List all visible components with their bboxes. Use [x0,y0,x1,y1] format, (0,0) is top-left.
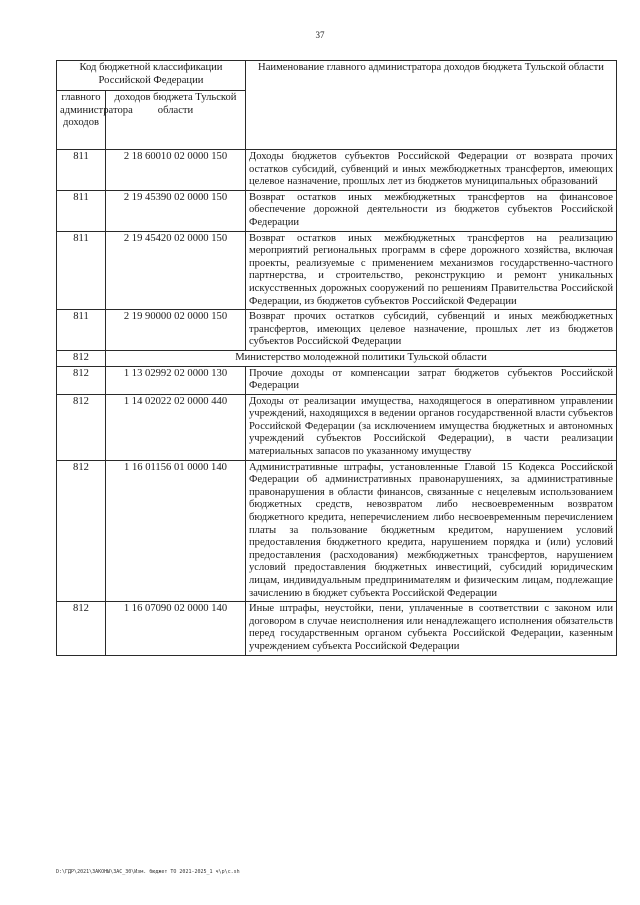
table-row [57,460,617,602]
admin-code-cell: 811 [57,231,106,310]
revenue-code-cell: 1 16 01156 01 0000 140 [106,460,246,602]
revenue-code-cell: 1 16 07090 02 0000 140 [106,602,246,655]
revenue-code-cell: 1 13 02992 02 0000 130 [106,366,246,394]
section-row [57,350,617,366]
revenue-code-cell: 2 19 90000 02 0000 150 [106,310,246,351]
header-budget-revenue: доходов бюджета Тульской области [106,91,246,150]
admin-code-cell: 811 [57,310,106,351]
revenue-name-cell: Возврат прочих остатков субсидий, субвенций и иных межбюджетных трансфертов, имеющих целевое назначение, прошлых лет из бюджетов субъектов Российской Федерации [246,310,617,351]
file-path-footer: D:\ГДР\2021\ЗАКОНЫ\ЗАС_30\Изм. бюджет ТО 2021-2025_1 ч\р\с.sh [56,869,240,875]
revenue-name-cell: Иные штрафы, неустойки, пени, уплаченные в соответствии с законом или договором в случае неисполнения или ненадлежащего исполнения обязательств перед государственным органом субъекта Российской Федерации, казенным учреждением субъекта Российской Федерации [246,602,617,655]
table-row [57,190,617,231]
table-row [57,602,617,655]
header-code-group: Код бюджетной классификации Российской Федерации [57,61,246,91]
admin-code-cell: 812 [57,366,106,394]
table-row [57,150,617,191]
revenue-name-cell: Доходы бюджетов субъектов Российской Федерации от возврата прочих остатков субсидий, субвенций и иных межбюджетных трансфертов, имеющих целевое назначение, прошлых лет из бюджетов муниципальных образований [246,150,617,191]
admin-code-cell: 812 [57,350,106,366]
table-row [57,310,617,351]
revenue-name-cell: Доходы от реализации имущества, находящегося в оперативном управлении учреждений, находящихся в ведении органов государственной власти субъектов Российской Федерации (за исключением имущества бюджетных и автономных учреждений субъектов Российской Федерации), в части реализации материальных запасов по указанному имуществу [246,394,617,460]
page-number: 37 [315,30,325,40]
header-admin-name: Наименование главного администратора доходов бюджета Тульской области [246,61,617,150]
admin-code-cell: 812 [57,394,106,460]
revenue-name-cell: Возврат остатков иных межбюджетных трансфертов на реализацию мероприятий региональных программ в сфере дорожного хозяйства, включая проекты, реализуемые с применением механизмов государственно-частного партнерства, и строительство, реконструкцию и ремонт уникальных искусственных дорожных сооружений по решениям Правительства Российской Федерации, из бюджетов субъектов Российской Федерации [246,231,617,310]
revenue-code-cell: 2 18 60010 02 0000 150 [106,150,246,191]
admin-code-cell: 811 [57,150,106,191]
table-header-row [57,61,617,91]
table-row [57,366,617,394]
revenue-code-cell: 2 19 45420 02 0000 150 [106,231,246,310]
revenue-admin-table [56,60,617,656]
revenue-code-cell: 2 19 45390 02 0000 150 [106,190,246,231]
revenue-name-cell: Административные штрафы, установленные Главой 15 Кодекса Российской Федерации об административных правонарушениях, за административные правонарушения в области финансов, связанные с нецелевым использованием бюджетных средств, невозвратом либо несвоевременным возвратом бюджетного кредита, неперечислением либо несвоевременным перечислением платы за пользование бюджетным кредитом, нарушением условий предоставления бюджетного кредита, нарушением порядка и (или) условий предоставления (расходования) межбюджетных трансфертов, нарушением условий предоставления бюджетных инвестиций, субсидий юридическим лицам, индивидуальным предпринимателям и физическим лицам, подлежащие зачислению в бюджет субъекта Российской Федерации [246,460,617,602]
admin-code-cell: 812 [57,602,106,655]
revenue-name-cell: Прочие доходы от компенсации затрат бюджетов субъектов Российской Федерации [246,366,617,394]
table-row [57,394,617,460]
admin-code-cell: 811 [57,190,106,231]
section-title: Министерство молодежной политики Тульской области [106,350,617,366]
header-main-admin: главного администратора доходов [57,91,106,150]
revenue-code-cell: 1 14 02022 02 0000 440 [106,394,246,460]
admin-code-cell: 812 [57,460,106,602]
table-row [57,231,617,310]
revenue-name-cell: Возврат остатков иных межбюджетных трансфертов на финансовое обеспечение дорожной деятельности из бюджетов субъектов Российской Федерации [246,190,617,231]
